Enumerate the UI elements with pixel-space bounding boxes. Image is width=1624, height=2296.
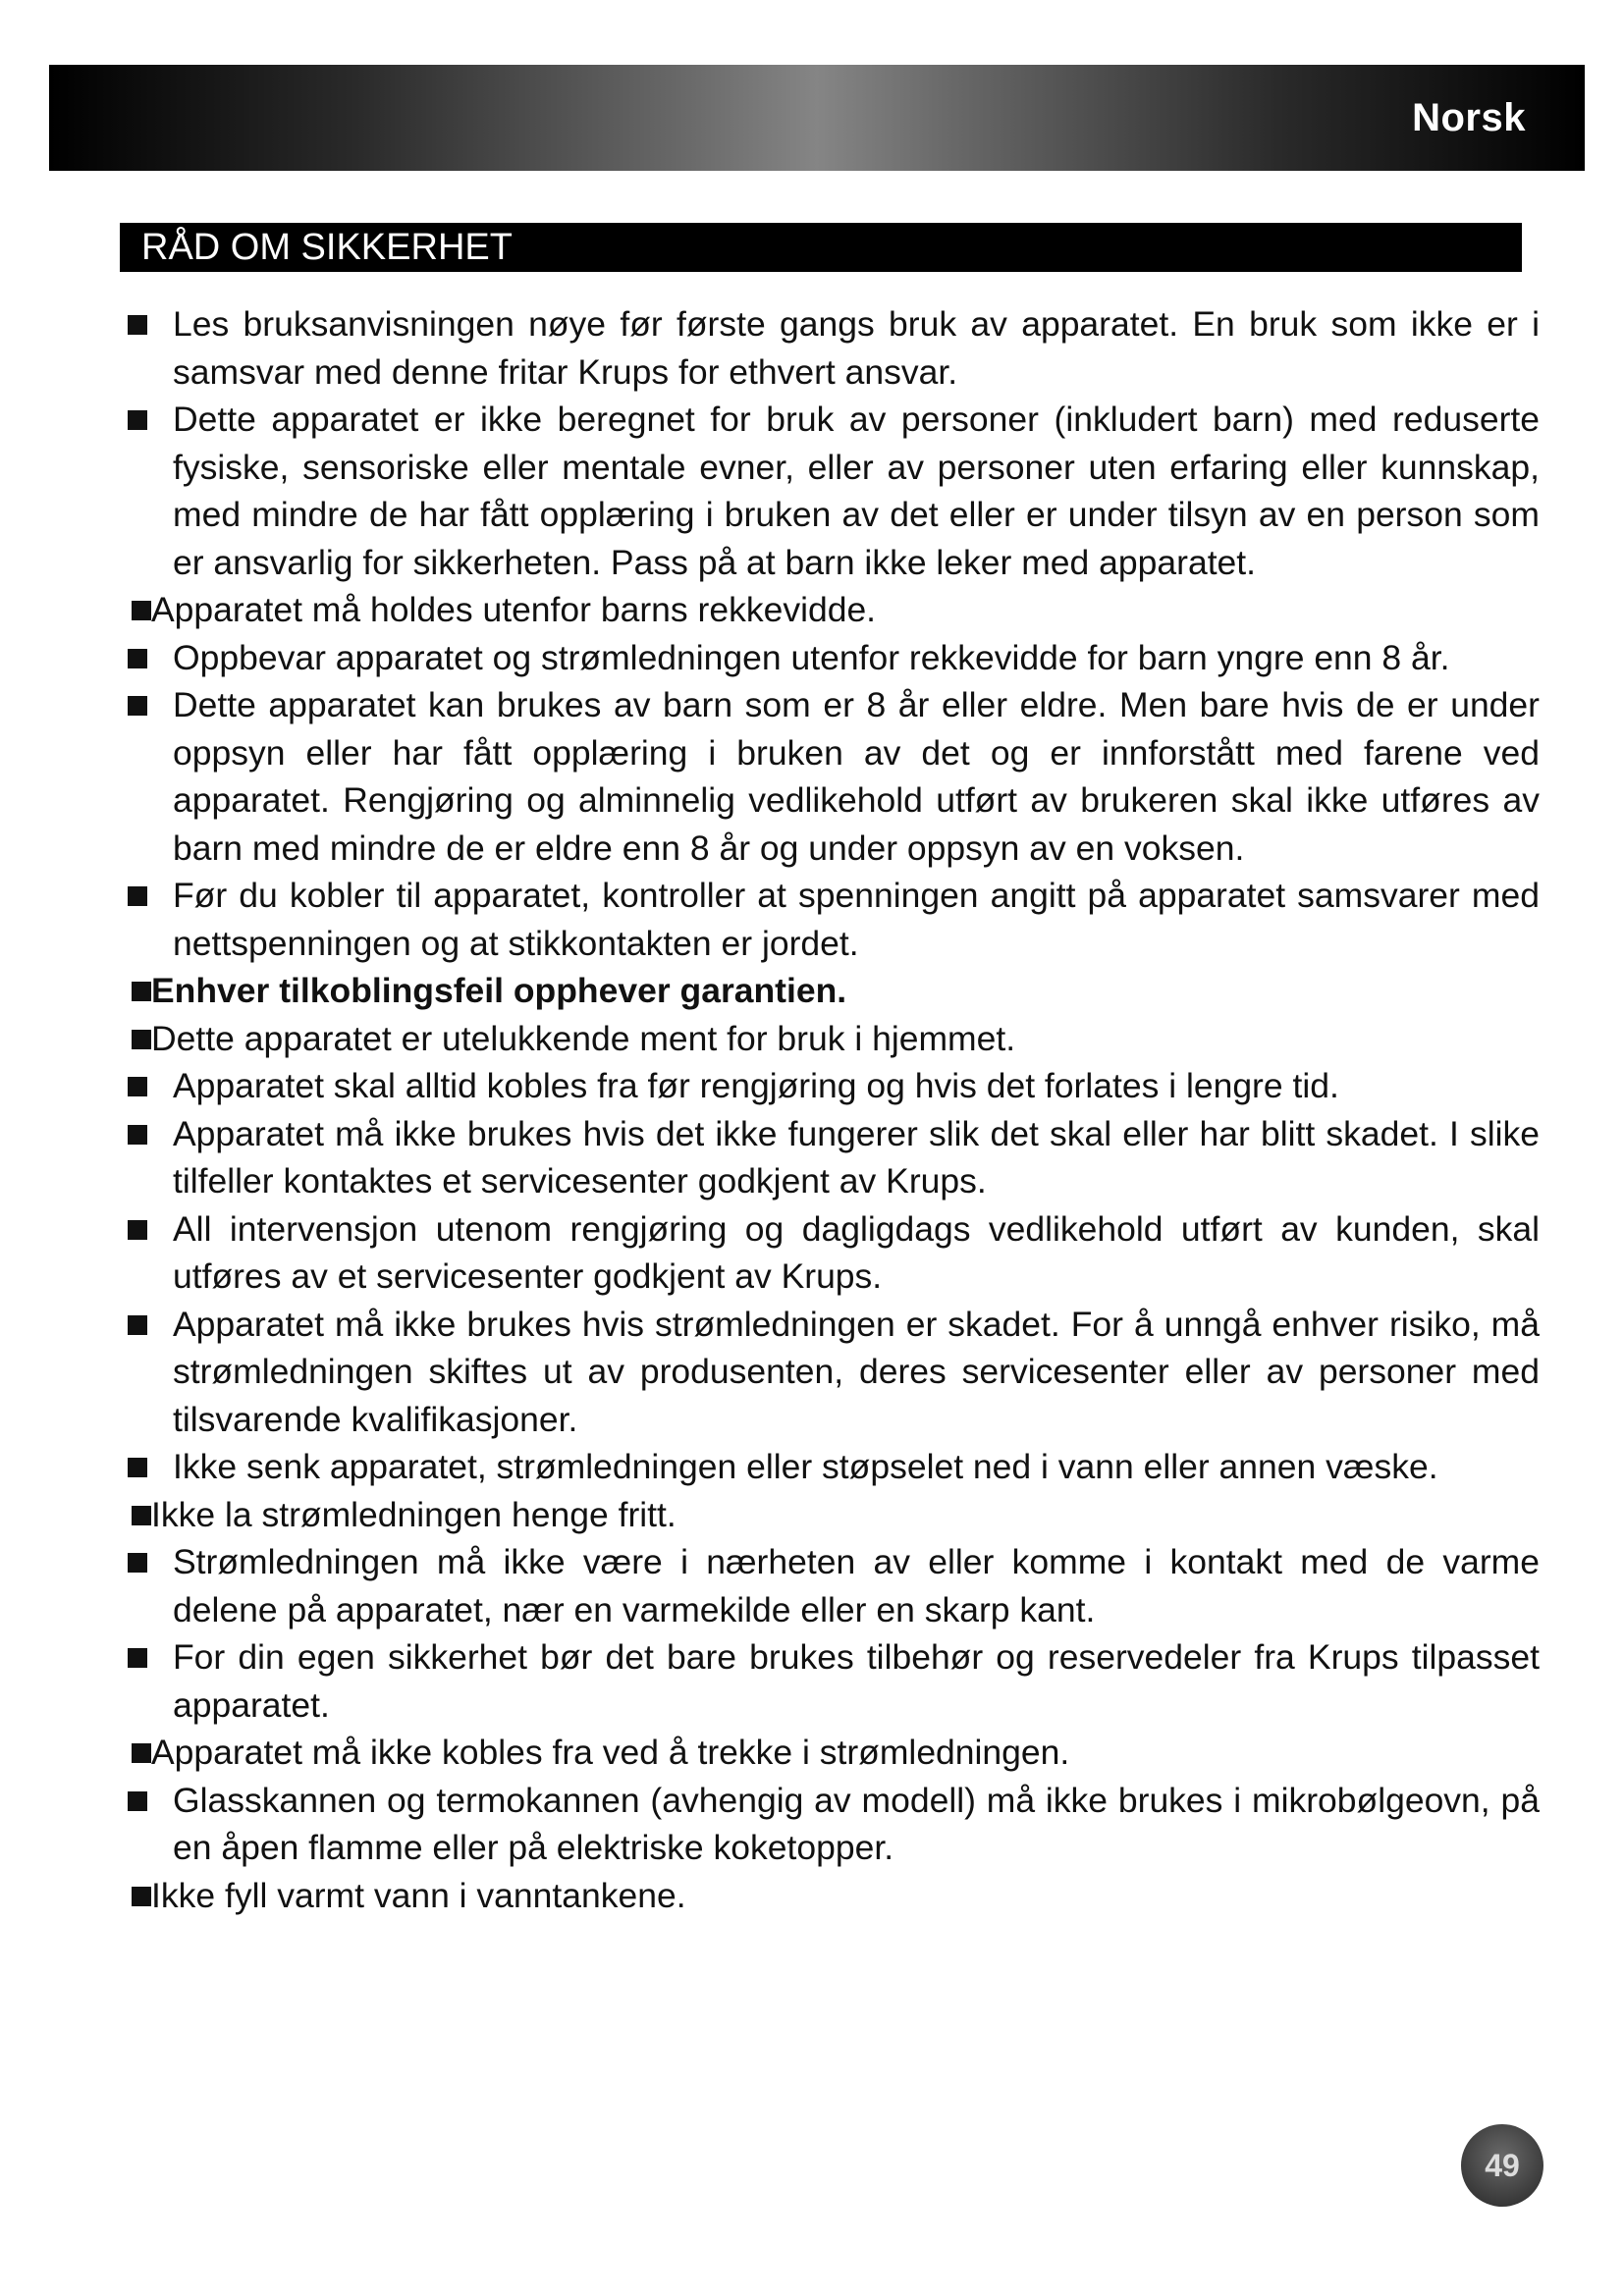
- item-text: Enhver tilkoblingsfeil opphever garantien.: [151, 971, 847, 1010]
- square-bullet-icon: [132, 601, 151, 620]
- square-bullet-icon: [132, 1743, 151, 1763]
- list-item: [116, 634, 1540, 682]
- list-item: [116, 300, 1540, 396]
- safety-instructions-list: [116, 300, 1540, 1919]
- square-bullet-icon: [128, 1791, 147, 1811]
- square-bullet-icon: [132, 1887, 151, 1906]
- square-bullet-icon: [128, 1458, 147, 1477]
- top-banner: [49, 65, 1585, 171]
- list-item: [116, 1015, 1540, 1063]
- list-item-warranty-warning: [116, 967, 1540, 1015]
- square-bullet-icon: [128, 1220, 147, 1240]
- item-text: For din egen sikkerhet bør det bare brukes tilbehør og reservedeler fra Krups tilpasset apparatet.: [173, 1637, 1540, 1725]
- square-bullet-icon: [128, 1553, 147, 1573]
- item-text: Dette apparatet kan brukes av barn som er 8 år eller eldre. Men bare hvis de er under oppsyn eller har fått opplæring i bruken av det og er innforstått med farene ved apparatet. Rengjøring og alminnelig vedlikehold utført av brukeren skal ikke utføres av barn med mindre de er eldre enn 8 år og under oppsyn av en voksen.: [173, 685, 1540, 868]
- item-text: Dette apparatet er ikke beregnet for bruk av personer (inkludert barn) med reduserte fysiske, sensoriske eller mentale evner, eller av personer uten erfaring eller kunnskap, med mindre de har fått opplæring i bruken av det eller er under tilsyn av en person som er ansvarlig for sikkerheten. Pass på at barn ikke leker med apparatet.: [173, 400, 1540, 582]
- list-item: [116, 1633, 1540, 1729]
- item-text: Apparatet må ikke brukes hvis strømledningen er skadet. For å unngå enhver risiko, må strømledningen skiftes ut av produsenten, deres servicesenter eller av personer med tilsvarende kvalifikasjoner.: [173, 1304, 1540, 1439]
- list-item: [116, 586, 1540, 634]
- list-item: [116, 1062, 1540, 1110]
- square-bullet-icon: [128, 1077, 147, 1096]
- square-bullet-icon: [128, 886, 147, 906]
- square-bullet-icon: [132, 1030, 151, 1049]
- list-item: [116, 1538, 1540, 1633]
- list-item: [116, 681, 1540, 872]
- list-item: [116, 1729, 1540, 1777]
- language-label: Norsk: [1412, 96, 1526, 139]
- list-item: [116, 1491, 1540, 1539]
- item-text: Apparatet må holdes utenfor barns rekkevidde.: [151, 590, 877, 629]
- list-item: [116, 396, 1540, 586]
- section-header-bar: [120, 223, 1522, 272]
- section-title: RÅD OM SIKKERHET: [141, 227, 513, 268]
- square-bullet-icon: [128, 410, 147, 430]
- square-bullet-icon: [128, 1125, 147, 1145]
- square-bullet-icon: [128, 696, 147, 716]
- list-item: [116, 872, 1540, 967]
- item-text: Oppbevar apparatet og strømledningen utenfor rekkevidde for barn yngre enn 8 år.: [173, 637, 1450, 677]
- item-text: Ikke senk apparatet, strømledningen eller støpselet ned i vann eller annen væske.: [173, 1447, 1438, 1486]
- square-bullet-icon: [128, 315, 147, 335]
- square-bullet-icon: [128, 1315, 147, 1335]
- item-text: Dette apparatet er utelukkende ment for bruk i hjemmet.: [151, 1018, 1016, 1058]
- list-item: [116, 1777, 1540, 1872]
- item-text: Apparatet må ikke kobles fra ved å trekke i strømledningen.: [151, 1733, 1070, 1772]
- item-text: Ikke fyll varmt vann i vanntankene.: [151, 1875, 686, 1915]
- item-text: Glasskannen og termokannen (avhengig av modell) må ikke brukes i mikrobølgeovn, på en åpen flamme eller på elektriske koketopper.: [173, 1780, 1540, 1867]
- list-item: [116, 1110, 1540, 1205]
- page-number: 49: [1485, 2147, 1520, 2183]
- item-text: All intervensjon utenom rengjøring og dagligdags vedlikehold utført av kunden, skal utføres av et servicesenter godkjent av Krups.: [173, 1208, 1540, 1296]
- list-item: [116, 1301, 1540, 1444]
- square-bullet-icon: [132, 982, 151, 1001]
- square-bullet-icon: [128, 1648, 147, 1668]
- list-item: [116, 1205, 1540, 1301]
- item-text: Les bruksanvisningen nøye før første gangs bruk av apparatet. En bruk som ikke er i samsvar med denne fritar Krups for ethvert ansvar.: [173, 304, 1540, 392]
- item-text: Før du kobler til apparatet, kontroller at spenningen angitt på apparatet samsvarer med nettspenningen og at stikkontakten er jordet.: [173, 876, 1540, 963]
- item-text: Ikke la strømledningen henge fritt.: [151, 1494, 677, 1534]
- square-bullet-icon: [128, 649, 147, 668]
- list-item: [116, 1443, 1540, 1491]
- item-text: Apparatet skal alltid kobles fra før rengjøring og hvis det forlates i lengre tid.: [173, 1066, 1339, 1105]
- page-number-badge: [1461, 2124, 1543, 2207]
- item-text: Apparatet må ikke brukes hvis det ikke fungerer slik det skal eller har blitt skadet. I slike tilfeller kontaktes et servicesenter godkjent av Krups.: [173, 1113, 1540, 1201]
- item-text: Strømledningen må ikke være i nærheten av eller komme i kontakt med de varme delene på apparatet, nær en varmekilde eller en skarp kant.: [173, 1542, 1540, 1629]
- square-bullet-icon: [132, 1506, 151, 1525]
- list-item: [116, 1872, 1540, 1920]
